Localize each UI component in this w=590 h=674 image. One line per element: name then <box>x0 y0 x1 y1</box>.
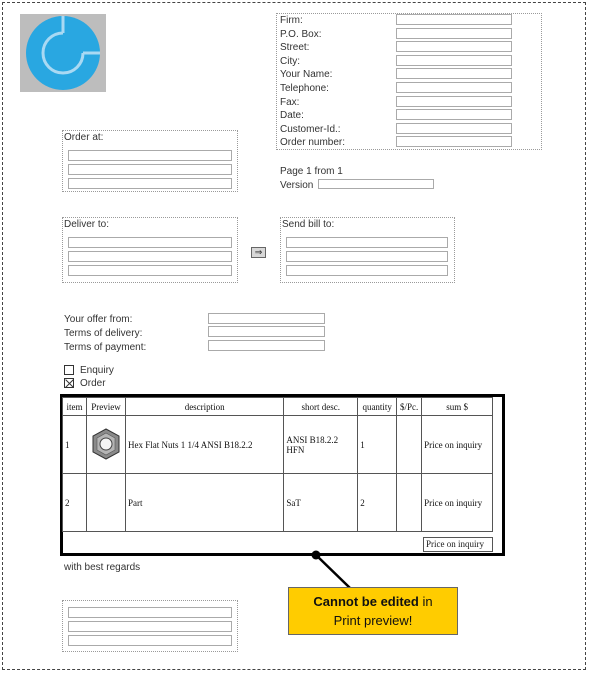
po-box-label: P.O. Box: <box>280 28 322 40</box>
deliver-to-title: Deliver to: <box>64 219 110 230</box>
total-sum-cell: Price on inquiry <box>423 537 493 552</box>
callout-line-1 <box>289 592 457 611</box>
callout-line-2: Print preview! <box>333 613 413 628</box>
deliver-to-line-2[interactable] <box>68 251 232 262</box>
street-field[interactable] <box>396 41 512 52</box>
hex-nut-icon <box>90 427 122 461</box>
city-label: City: <box>280 55 300 67</box>
send-bill-to-line-2[interactable] <box>286 251 448 262</box>
terms-delivery-field[interactable] <box>208 326 325 337</box>
col-item-header: item <box>63 398 87 416</box>
signature-line-3[interactable] <box>68 635 232 646</box>
items-table <box>62 397 493 532</box>
col-sum-header: sum $ <box>422 398 493 416</box>
preview-cell <box>86 474 125 532</box>
price-pc-cell <box>397 416 422 474</box>
col-preview-header: Preview <box>86 398 125 416</box>
date-field[interactable] <box>396 109 512 120</box>
city-field[interactable] <box>396 55 512 66</box>
terms-delivery-label: Terms of delivery: <box>64 328 143 339</box>
customer-id-label: Customer-Id.: <box>280 123 341 135</box>
order-checkbox[interactable] <box>64 378 74 388</box>
signature-line-2[interactable] <box>68 621 232 632</box>
signature-line-1[interactable] <box>68 607 232 618</box>
send-bill-to-line-3[interactable] <box>286 265 448 276</box>
date-label: Date: <box>280 110 304 122</box>
telephone-field[interactable] <box>396 82 512 93</box>
page-number-text: Page 1 from 1 <box>280 166 343 177</box>
your-name-label: Your Name: <box>280 69 333 81</box>
table-header-row <box>63 398 493 416</box>
col-quantity-header: quantity <box>358 398 397 416</box>
preview-cell <box>86 416 125 474</box>
price-pc-cell <box>397 474 422 532</box>
arrow-right-icon: ⇒ <box>254 247 263 257</box>
order-at-line-2[interactable] <box>68 164 232 175</box>
callout-pointer <box>300 548 360 590</box>
version-field[interactable] <box>318 179 434 189</box>
quantity-cell: 2 <box>358 474 397 532</box>
send-bill-to-line-1[interactable] <box>286 237 448 248</box>
your-name-field[interactable] <box>396 68 512 79</box>
telephone-label: Telephone: <box>280 82 329 94</box>
customer-id-field[interactable] <box>396 123 512 134</box>
callout-bold-text: Cannot be edited <box>313 594 419 609</box>
deliver-to-line-3[interactable] <box>68 265 232 276</box>
order-at-line-1[interactable] <box>68 150 232 161</box>
quantity-cell: 1 <box>358 416 397 474</box>
deliver-to-line-1[interactable] <box>68 237 232 248</box>
terms-payment-label: Terms of payment: <box>64 342 147 353</box>
sender-labels <box>280 14 345 150</box>
order-at-line-3[interactable] <box>68 178 232 189</box>
col-description-header: description <box>125 398 283 416</box>
callout-line-1-rest: in <box>418 594 433 609</box>
fax-field[interactable] <box>396 96 512 107</box>
col-short-desc-header: short desc. <box>284 398 358 416</box>
copy-address-button[interactable] <box>251 247 266 258</box>
print-preview-callout <box>288 587 458 635</box>
item-cell: 2 <box>63 474 87 532</box>
sum-cell: Price on inquiry <box>422 416 493 474</box>
short-desc-cell: SaT <box>284 474 358 532</box>
firm-field[interactable] <box>396 14 512 25</box>
send-bill-to-title: Send bill to: <box>282 219 335 230</box>
sum-cell: Price on inquiry <box>422 474 493 532</box>
terms-payment-field[interactable] <box>208 340 325 351</box>
offer-from-label: Your offer from: <box>64 314 133 325</box>
table-row <box>63 474 493 532</box>
order-label: Order <box>80 378 106 389</box>
col-price-pc-header: $/Pc. <box>397 398 422 416</box>
firm-label: Firm: <box>280 15 303 26</box>
fax-label: Fax: <box>280 96 300 108</box>
offer-from-field[interactable] <box>208 313 325 324</box>
description-cell: Hex Flat Nuts 1 1/4 ANSI B18.2.2 <box>125 416 283 474</box>
sender-fields <box>396 14 512 147</box>
closing-text: with best regards <box>64 562 141 573</box>
order-number-label: Order number: <box>280 137 346 149</box>
version-label: Version <box>280 180 314 191</box>
logo-icon <box>20 14 106 92</box>
item-cell: 1 <box>63 416 87 474</box>
enquiry-label: Enquiry <box>80 365 114 376</box>
order-number-field[interactable] <box>396 136 512 147</box>
enquiry-checkbox[interactable] <box>64 365 74 375</box>
street-label: Street: <box>280 42 310 54</box>
short-desc-cell: ANSI B18.2.2 HFN <box>284 416 358 474</box>
table-row <box>63 416 493 474</box>
description-cell: Part <box>125 474 283 532</box>
order-at-title: Order at: <box>64 132 104 143</box>
company-logo <box>20 14 106 92</box>
po-box-field[interactable] <box>396 28 512 39</box>
